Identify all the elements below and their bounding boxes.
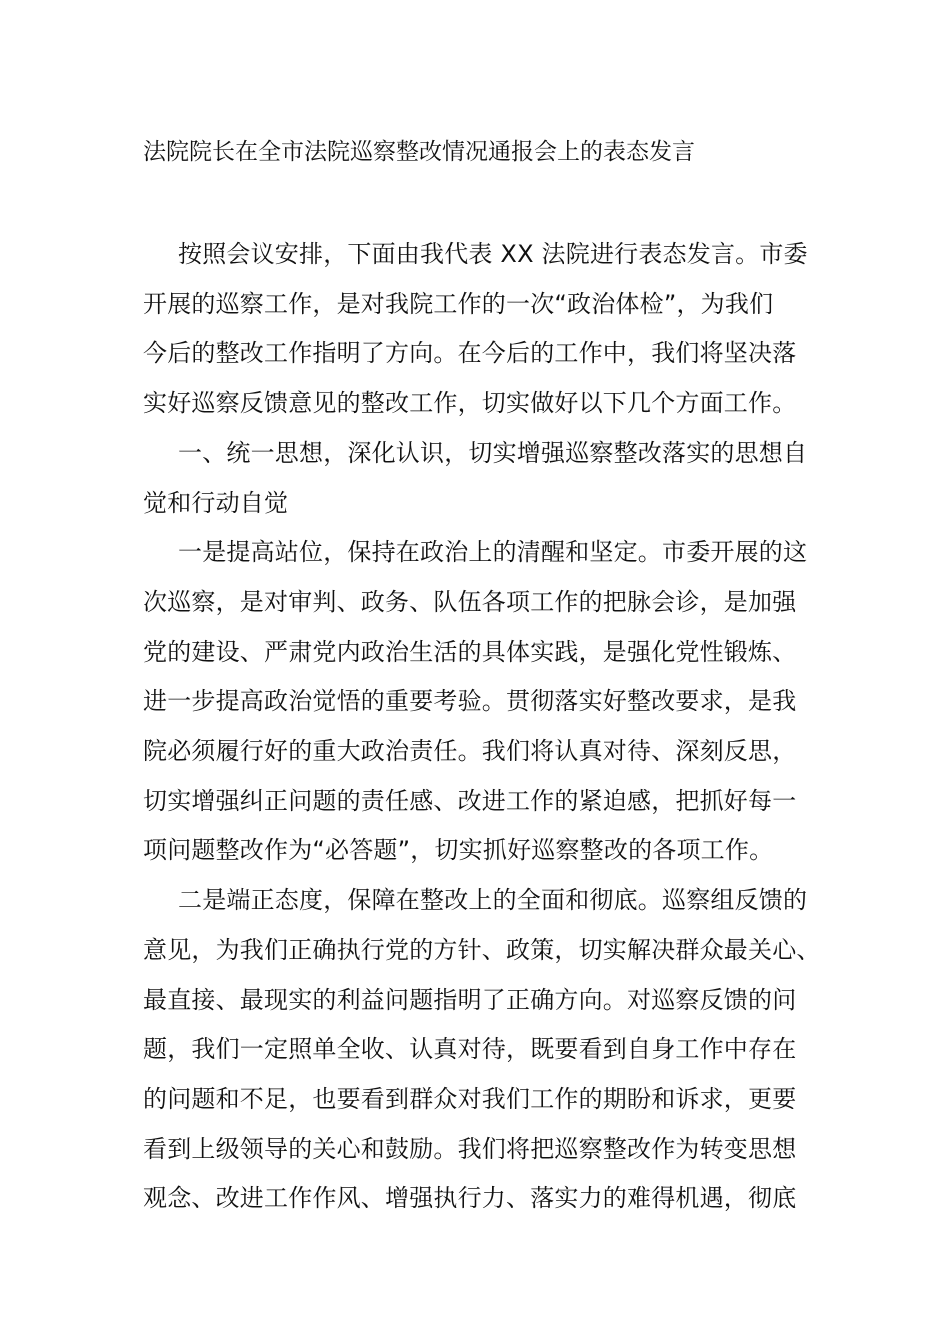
text-line: 看到上级领导的关心和鼓励。我们将把巡察整改作为转变思想 [143,1134,797,1163]
text-line: 按照会议安排，下面由我代表 XX 法院进行表态发言。市委 [178,240,808,268]
paragraph-point-one [143,528,833,876]
text-line: 觉和行动自觉 [143,488,289,517]
text-line: 题，我们一定照单全收、认真对待，既要看到自身工作中存在 [143,1035,797,1064]
text-line: 开展的巡察工作，是对我院工作的一次“政治体检”，为我们 [143,289,774,318]
text-line: 最直接、最现实的利益问题指明了正确方向。对巡察反馈的问 [143,985,797,1014]
paragraph-point-two [143,876,833,1224]
section-heading-one [143,429,833,528]
text-line: 的问题和不足，也要看到群众对我们工作的期盼和诉求，更要 [143,1084,797,1113]
text-line: 一、统一思想，深化认识，切实增强巡察整改落实的思想自 [178,438,808,467]
text-line: 实好巡察反馈意见的整改工作，切实做好以下几个方面工作。 [143,389,797,418]
text-line: 观念、改进工作作风、增强执行力、落实力的难得机遇，彻底 [143,1184,797,1213]
text-line: 一是提高站位，保持在政治上的清醒和坚定。市委开展的这 [178,538,808,567]
text-line: 切实增强纠正问题的责任感、改进工作的紧迫感，把抓好每一 [143,786,797,815]
text-line: 今后的整改工作指明了方向。在今后的工作中，我们将坚决落 [143,339,797,368]
paragraph-intro [143,230,833,429]
text-line: 项问题整改作为“必答题”，切实抓好巡察整改的各项工作。 [143,836,774,865]
document-body [143,230,833,1224]
text-line: 意见，为我们正确执行党的方针、政策，切实解决群众最关心、 [143,935,821,964]
document-title: 法院院长在全市法院巡察整改情况通报会上的表态发言 [143,139,695,165]
text-line: 院必须履行好的重大政治责任。我们将认真对待、深刻反思， [143,737,797,766]
text-line: 党的建设、严肃党内政治生活的具体实践，是强化党性锻炼、 [143,637,797,666]
text-line: 进一步提高政治觉悟的重要考验。贯彻落实好整改要求，是我 [143,687,797,716]
text-line: 二是端正态度，保障在整改上的全面和彻底。巡察组反馈的 [178,886,808,915]
text-line: 次巡察，是对审判、政务、队伍各项工作的把脉会诊，是加强 [143,587,797,616]
